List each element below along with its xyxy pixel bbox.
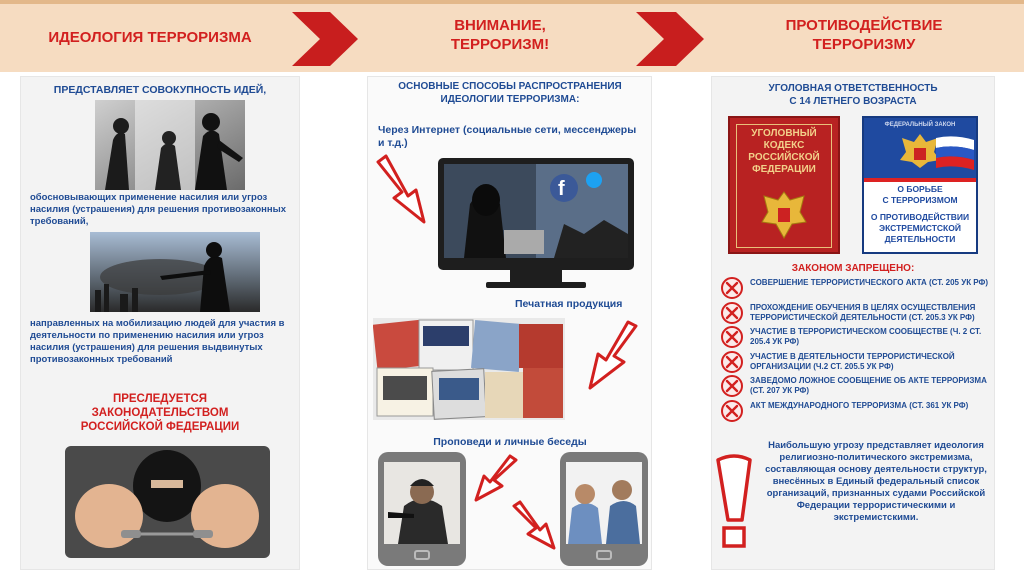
internet-screen-photo <box>444 164 628 258</box>
forbidden-item <box>720 350 992 374</box>
book2-line5: ДЕЯТЕЛЬНОСТИ <box>884 234 956 244</box>
forbidden-item-text: ПРОХОЖДЕНИЕ ОБУЧЕНИЯ В ЦЕЛЯХ ОСУЩЕСТВЛЕНИЯ ТЕРРОРИСТИЧЕСКОЙ ДЕЯТЕЛЬНОСТИ (СТ. 205.3 УК РФ) <box>750 302 976 322</box>
forbidden-heading: ЗАКОНОМ ЗАПРЕЩЕНО: <box>791 263 915 274</box>
forbidden-item <box>720 374 992 398</box>
phone-right-icon <box>560 452 648 566</box>
col3-heading <box>712 82 994 108</box>
middle-title-line2: ТЕРРОРИЗМ! <box>450 36 550 53</box>
forbidden-item <box>720 276 992 300</box>
coat-of-arms-icon <box>760 188 808 240</box>
talks-label: Проповеди и личные беседы <box>433 436 587 448</box>
internet-label: Через Интернет (социальные сети, мессенджеры и т.д.) <box>378 124 637 149</box>
col1-text1: обосновывающих применение насилия или угроз насилия (устрашения) для решения противозаконных требований, <box>30 192 287 227</box>
phone-left-icon <box>378 452 466 566</box>
punishment-note <box>40 392 280 434</box>
arrow-right-down-icon <box>508 500 562 556</box>
forbidden-item <box>720 325 992 349</box>
preacher-photo <box>384 462 460 544</box>
book2-line4: ЭКСТРЕМИСТСКОЙ <box>879 223 961 233</box>
whisper-photo <box>566 462 642 544</box>
forbidden-item-text: СОВЕРШЕНИЕ ТЕРРОРИСТИЧЕСКОГО АКТА (СТ. 205 УК РФ) <box>750 278 989 287</box>
book2-title <box>866 184 974 245</box>
chevron-right-icon <box>292 6 362 72</box>
middle-title-line1: ВНИМАНИЕ, <box>454 17 546 34</box>
punish-line2: ЗАКОНОДАТЕЛЬСТВОМ <box>91 407 229 419</box>
cross-circle-icon <box>720 301 744 325</box>
flag-icon <box>934 136 976 176</box>
book1-line2: КОДЕКС <box>763 140 805 151</box>
forbidden-item-text: АКТ МЕЖДУНАРОДНОГО ТЕРРОРИЗМА (СТ. 361 УК РФ) <box>750 400 969 410</box>
newspapers-photo <box>373 318 565 420</box>
middle-title <box>400 16 600 54</box>
forbidden-item <box>720 301 992 325</box>
cross-circle-icon <box>720 350 744 374</box>
cross-circle-icon <box>720 374 744 398</box>
punish-line1: ПРЕСЛЕДУЕТСЯ <box>112 393 208 405</box>
right-title <box>744 16 984 54</box>
col3-heading-line2: С 14 ЛЕТНЕГО ВОЗРАСТА <box>789 96 917 107</box>
col2-heading <box>370 80 650 106</box>
violence-photo <box>95 100 245 190</box>
exclamation-icon <box>712 450 756 554</box>
forbidden-item-text: УЧАСТИЕ В ДЕЯТЕЛЬНОСТИ ТЕРРОРИСТИЧЕСКОЙ ОРГАНИЗАЦИИ (Ч.2 СТ. 205.5 УК РФ) <box>750 351 955 371</box>
col2-heading-line2: ИДЕОЛОГИИ ТЕРРОРИЗМА: <box>440 94 580 105</box>
col1-heading: ПРЕДСТАВЛЯЕТ СОВОКУПНОСТЬ ИДЕЙ, <box>53 84 267 96</box>
forbidden-item-text: ЗАВЕДОМО ЛОЖНОЕ СООБЩЕНИЕ ОБ АКТЕ ТЕРРОРИЗМА (СТ. 207 УК РФ) <box>750 376 987 395</box>
book1-title <box>736 128 832 176</box>
print-label: Печатная продукция <box>515 298 623 310</box>
book2-line2: С ТЕРРОРИЗМОМ <box>882 195 958 205</box>
forbidden-list <box>712 276 994 426</box>
criminal-code-book <box>728 116 840 254</box>
forbidden-item-text: УЧАСТИЕ В ТЕРРОРИСТИЧЕСКОМ СООБЩЕСТВЕ (Ч. 2 СТ. 205.4 УК РФ) <box>750 327 982 346</box>
punish-line3: РОССИЙСКОЙ ФЕДЕРАЦИИ <box>80 421 240 433</box>
cross-circle-icon <box>720 325 744 349</box>
book1-line1: УГОЛОВНЫЙ <box>751 128 817 139</box>
cross-circle-icon <box>720 276 744 300</box>
col3-heading-line1: УГОЛОВНАЯ ОТВЕТСТВЕННОСТЬ <box>768 83 938 94</box>
right-title-line1: ПРОТИВОДЕЙСТВИЕ <box>785 17 943 34</box>
cross-circle-icon <box>720 399 744 423</box>
right-title-line2: ТЕРРОРИЗМУ <box>812 36 916 53</box>
book1-line3: РОССИЙСКОЙ <box>748 152 820 163</box>
book2-top: ФЕДЕРАЛЬНЫЙ ЗАКОН <box>884 122 956 128</box>
book2-line3: О ПРОТИВОДЕЙСТВИИ <box>870 212 970 222</box>
gunman-photo <box>90 232 260 312</box>
arrow-down-right-icon <box>372 152 434 232</box>
book2-line1: О БОРЬБЕ <box>897 184 943 194</box>
federal-law-book <box>862 116 978 254</box>
left-title: ИДЕОЛОГИЯ ТЕРРОРИЗМА <box>48 29 252 46</box>
threat-text: Наибольшую угрозу представляет идеология религиозно-политического экстремизма, составляющая основу деятельности структур, внесённых в Единый федеральный список организаций, признанных судами Российской Федерации террористическими и экстремистскими. <box>765 440 987 523</box>
chevron-right-icon <box>636 6 708 72</box>
col2-heading-line1: ОСНОВНЫЕ СПОСОБЫ РАСПРОСТРАНЕНИЯ <box>398 81 622 92</box>
book1-line4: ФЕДЕРАЦИИ <box>752 164 816 175</box>
col1-text2: направленных на мобилизацию людей для участия в деятельности по применению насилия или угроз насилия (устрашения) для решения выдвинутых противозаконных требований <box>30 318 285 365</box>
svg-text:f: f <box>558 178 565 200</box>
forbidden-item <box>720 399 992 423</box>
arrow-down-left-icon <box>580 318 646 398</box>
handcuffs-photo <box>65 446 270 558</box>
